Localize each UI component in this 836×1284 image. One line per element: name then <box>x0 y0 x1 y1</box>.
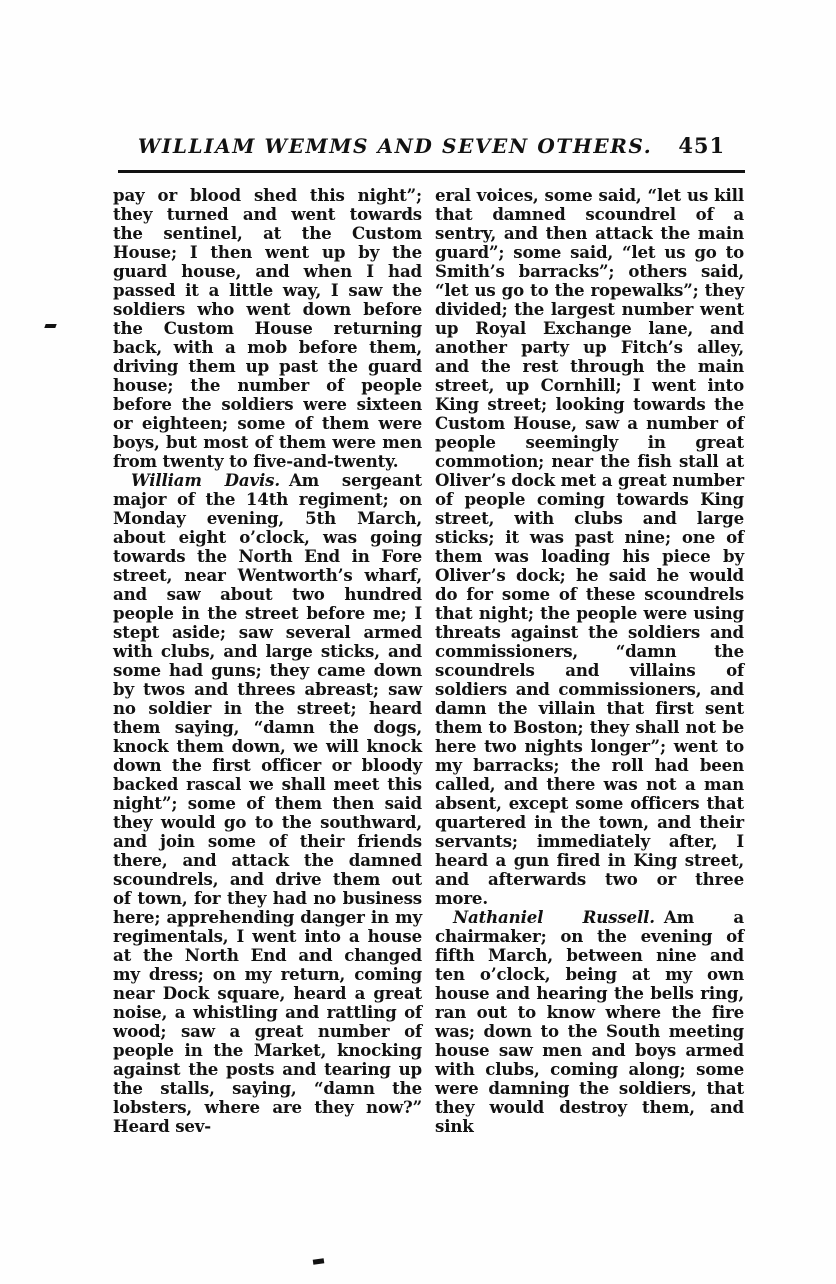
scan-artifact-bottom <box>313 1258 325 1264</box>
header-rule <box>118 170 745 173</box>
paragraph-text: Am a chairmaker; on the evening of fifth March, between nine and ten o’clock, being at my own house and hearing the bells ring, ran out to know where the fire was; down to the South meeting house saw men and boys armed with clubs, coming along; some were damning the soldiers, that they would destroy them, and sink <box>435 907 744 1136</box>
page-title: WILLIAM WEMMS AND SEVEN OTHERS. <box>137 134 653 158</box>
left-column <box>113 186 422 1136</box>
scan-artifact-margin <box>44 324 56 328</box>
paragraph <box>435 908 744 1136</box>
paragraph <box>113 186 422 471</box>
paragraph-text: Am sergeant major of the 14th regiment; on Monday evening, 5th March, about eight o’clock, was going towards the North End in Fore street, near Wentworth’s wharf, and saw about two hundred people in the street before me; I stept aside; saw several armed with clubs, and large sticks, and some had guns; they came down by twos and threes abreast; saw no soldier in the street; heard them saying, “damn the dogs, knock them down, we will knock down the first officer or bloody backed rascal we shall meet this night”; some of them then said they would go to the southward, and join some of their friends there, and attack the damned scoundrels, and drive them out of town, for they had no business here; apprehending danger in my regimentals, I went into a house at the North End and changed my dress; on my return, coming near Dock square, heard a great noise, a whistling and rattling of wood; saw a great number of people in the Market, knocking against the posts and tearing up the stalls, saying, “damn the lobsters, where are they now?” Heard sev- <box>113 470 422 1136</box>
paragraph-text: pay or blood shed this night”; they turned and went towards the sentinel, at the Custom House; I then went up by the guard house, and when I had passed it a little way, I saw the soldiers who went down before the Custom House returning back, with a mob before them, driving them up past the guard house; the number of people before the soldiers were sixteen or eighteen; some of them were boys, but most of them were men from twenty to five-and-twenty. <box>113 185 422 471</box>
right-column <box>435 186 744 1136</box>
text-columns <box>113 186 745 1136</box>
paragraph <box>113 471 422 1136</box>
speaker-name: Nathaniel Russell. <box>453 907 655 927</box>
paragraph-text: eral voices, some said, “let us kill that damned scoundrel of a sentry, and then attack the main guard”; some said, “let us go to Smith’s barracks”; others said, “let us go to the ropewalks”; they divided; the largest number went up Royal Exchange lane, and another party up Fitch’s alley, and the rest through the main street, up Cornhill; I went into King street; looking towards the Custom House, saw a number of people seemingly in great commotion; near the fish stall at Oliver’s dock met a great number of people coming towards King street, with clubs and large sticks; it was past nine; one of them was loading his piece by Oliver’s dock; he said he would do for some of these scoundrels that night; the people were using threats against the soldiers and commissioners, “damn the scoundrels and villains of soldiers and commissioners, and damn the villain that first sent them to Boston; they shall not be here two nights longer”; went to my barracks; the roll had been called, and there was not a man absent, except some officers that quartered in the town, and their servants; immediately after, I heard a gun fired in King street, and afterwards two or three more. <box>435 185 744 908</box>
running-head <box>118 133 745 158</box>
page-number: 451 <box>678 133 726 158</box>
speaker-name: William Davis. <box>131 470 280 490</box>
paragraph <box>435 186 744 908</box>
